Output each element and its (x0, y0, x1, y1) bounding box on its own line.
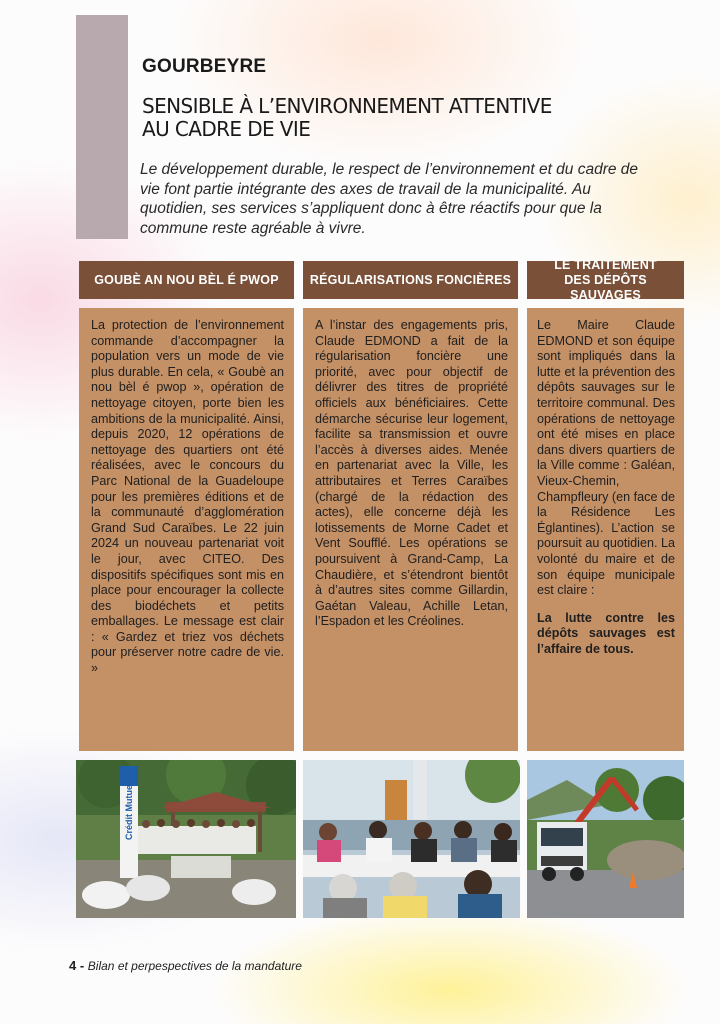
column-title (527, 258, 684, 303)
column-body-goube (79, 308, 294, 751)
column-body-depots (527, 308, 684, 751)
photo-meeting (303, 760, 520, 918)
footer-separator: - (76, 958, 88, 973)
column-header-regularisations (303, 261, 518, 299)
column-title: RÉGULARISATIONS FONCIÈRES (309, 272, 512, 287)
photo-cleanup-volunteers (76, 760, 296, 918)
photo-truck (527, 760, 684, 918)
column-title-line: DES DÉPÔTS SAUVAGES (564, 272, 647, 302)
accent-bar (76, 15, 128, 239)
column-header-goube (79, 261, 294, 299)
column-text: A l’instar des engagements pris, Claude EDMOND a fait de la régularisation foncière une priorité, avec pour objectif de délivrer des titres de propriété officiels aux bénéficiaires. Cette démarche sécurise leur logement, facilite sa transmission et ouvre l’accès à diverses aides. Menée en partenariat avec la Ville, les attributaires et Terres Caraïbes (chargé de la rédaction des actes), elle concerne déjà les lotissements de Morne Cadet et Vent Soufflé. Les opérations se poursuivent à Grand-Camp, La Chaudière, et s’étendront bientôt à d’autres sites comme Gillardin, Gaétan Valeau, Achille Letan, l’Espadon et les Créolines. (315, 318, 508, 629)
column-body-regularisations (303, 308, 518, 751)
column-emphasis: La lutte contre les dépôts sauvages est l’affaire de tous. (537, 610, 675, 656)
page-heading: GOURBEYRE (142, 56, 267, 77)
column-text: Le Maire Claude EDMOND et son équipe sont impliqués dans la lutte et la prévention des dépôts sauvages sur le territoire communal. Des opérations de nettoyage ont été mises en place dans divers quartiers de la Ville comme : Galéan, Vieux-Chemin, Champfleury (en face de la Résidence Les Églantines). L’action se poursuit au quotidien. La volonté du maire et de son équipe municipale est claire : (537, 318, 675, 598)
page-number: 4 (69, 958, 77, 973)
page-subtitle: SENSIBLE À L’ENVIRONNEMENT ATTENTIVE AU CADRE DE VIE (142, 94, 552, 141)
column-title: GOUBÈ AN NOU BÈL É PWOP (94, 272, 279, 287)
column-text: La protection de l’environnement commande d’accompagner la population vers un mode de vie plus durable. En cela, « Goubè an nou bèl é pwop », opération de nettoyage citoyen, porte bien les ambitions de la municipalité. Ainsi, depuis 2020, 12 opérations de nettoyage des quartiers ont été réalisées, avec le concours du Parc National de la Guadeloupe pour les premières éditions et de la communauté d’agglomération Grand Sud Caraïbes. Le 22 juin 2024 un nouveau partenariat voit le jour, avec CITEO. Des dispositifs spécifiques sont mis en place pour encourager la collecte des biodéchets et petits emballages. Le message est clair : « Gardez et triez vos déchets pour préserver notre cadre de vie. » (91, 318, 284, 676)
banner-text: Crédit Mutuel (124, 782, 134, 840)
intro-paragraph: Le développement durable, le respect de l’environnement et du cadre de vie font partie intégrante des axes de travail de la municipalité. Au quotidien, ses services s’appliquent donc à être réactifs pour que la commune reste agréable à vivre. (140, 161, 639, 237)
column-title-line: LE TRAITEMENT (554, 257, 657, 272)
page-footer (69, 958, 302, 973)
footer-label: Bilan et perpespectives de la mandature (87, 959, 302, 973)
column-header-depots (527, 257, 684, 302)
